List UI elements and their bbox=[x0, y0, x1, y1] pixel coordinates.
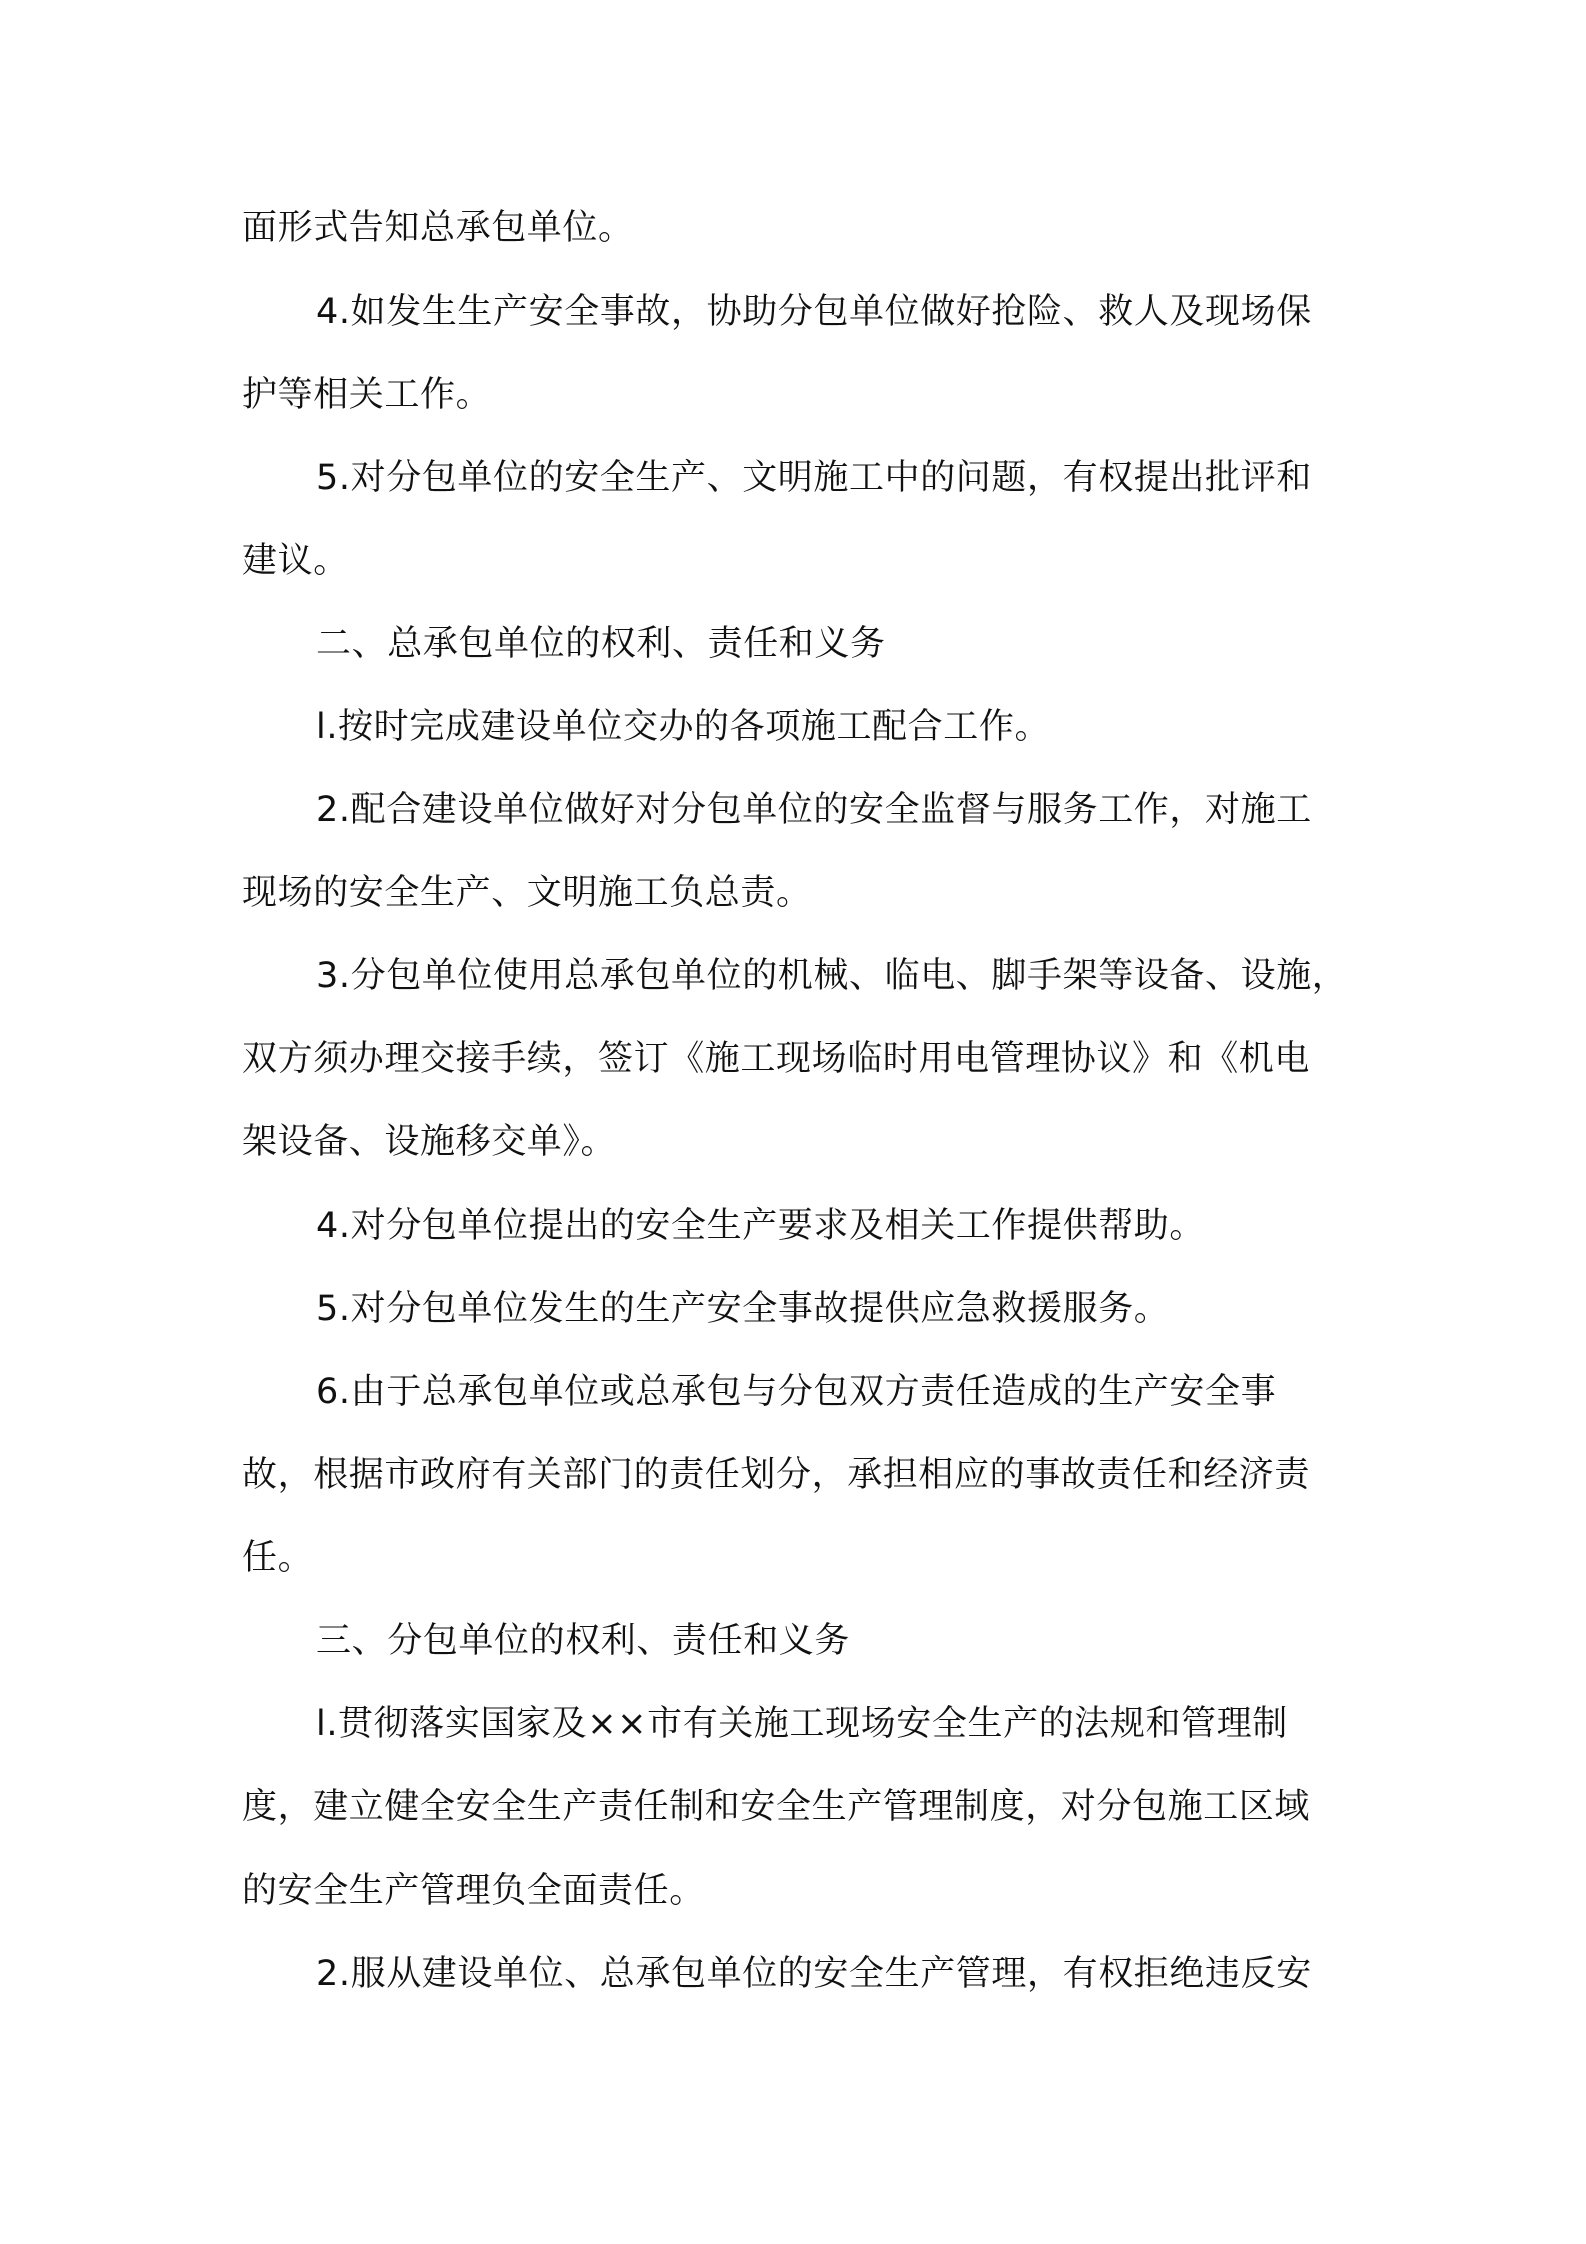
section-3-item-1-line-3: 的安全生产管理负全面责任。 bbox=[242, 1871, 705, 1911]
section-heading-3: 三、分包单位的权利、责任和义务 bbox=[316, 1621, 851, 1661]
paragraph-line: 面形式告知总承包单位。 bbox=[242, 208, 634, 248]
section-2-item-6-line-2: 故，根据市政府有关部门的责任划分，承担相应的事故责任和经济责 bbox=[242, 1455, 1311, 1495]
section-2-item-3-line-1: 3.分包单位使用总承包单位的机械、临电、脚手架等设备、设施， bbox=[316, 956, 1348, 996]
section-3-item-1-line-1: l.贯彻落实国家及××市有关施工现场安全生产的法规和管理制 bbox=[316, 1704, 1288, 1744]
section-2-item-3-line-3: 架设备、设施移交单》。 bbox=[242, 1122, 617, 1162]
section-3-item-1-line-2: 度，建立健全安全生产责任制和安全生产管理制度，对分包施工区域 bbox=[242, 1787, 1311, 1827]
list-item-4-line-2: 护等相关工作。 bbox=[242, 375, 492, 415]
list-item-5-line-1: 5.对分包单位的安全生产、文明施工中的问题，有权提出批评和 bbox=[316, 458, 1312, 498]
section-2-item-2-line-2: 现场的安全生产、文明施工负总责。 bbox=[242, 873, 812, 913]
list-item-5-line-2: 建议。 bbox=[242, 541, 349, 581]
blank-line bbox=[0, 2027, 1586, 2087]
section-2-item-5: 5.对分包单位发生的生产安全事故提供应急救援服务。 bbox=[316, 1289, 1170, 1329]
section-2-item-4: 4.对分包单位提出的安全生产要求及相关工作提供帮助。 bbox=[316, 1206, 1205, 1246]
section-2-item-3-line-2: 双方须办理交接手续，签订《施工现场临时用电管理协议》和《机电 bbox=[242, 1039, 1311, 1079]
list-item-4-line-1: 4.如发生生产安全事故，协助分包单位做好抢险、救人及现场保 bbox=[316, 292, 1312, 332]
section-2-item-2-line-1: 2.配合建设单位做好对分包单位的安全监督与服务工作，对施工 bbox=[316, 790, 1312, 830]
section-2-item-6-line-3: 任。 bbox=[242, 1538, 314, 1578]
section-heading-2: 二、总承包单位的权利、责任和义务 bbox=[316, 624, 886, 664]
section-2-item-1: l.按时完成建设单位交办的各项施工配合工作。 bbox=[316, 707, 1051, 747]
section-3-item-2-line-1: 2.服从建设单位、总承包单位的安全生产管理，有权拒绝违反安 bbox=[316, 1954, 1312, 1994]
section-2-item-6-line-1: 6.由于总承包单位或总承包与分包双方责任造成的生产安全事 bbox=[316, 1372, 1277, 1412]
